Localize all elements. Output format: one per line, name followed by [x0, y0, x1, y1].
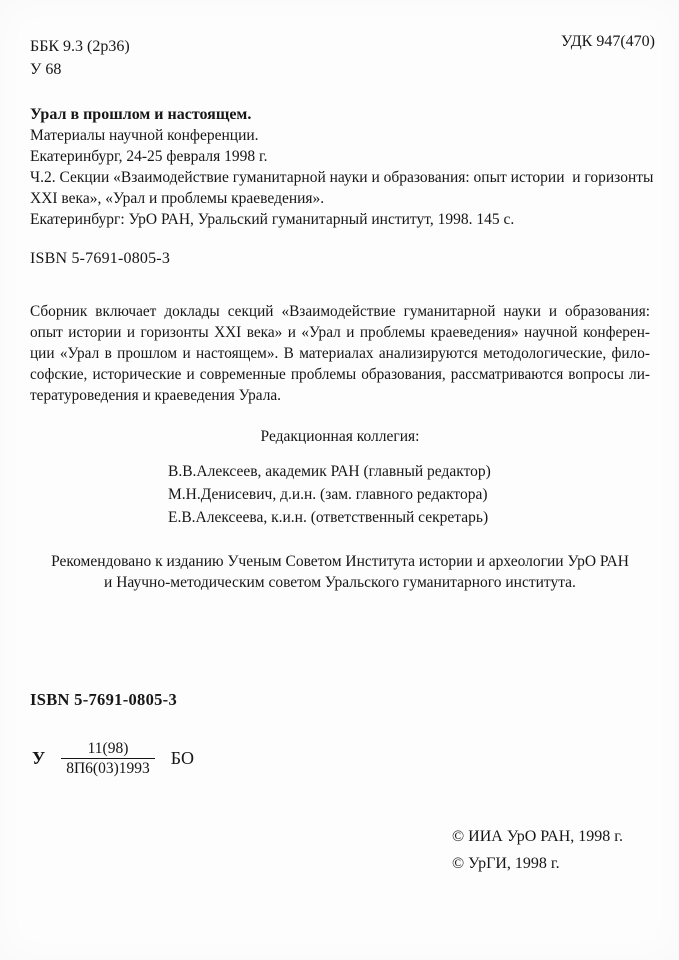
isbn-top: ISBN 5-7691-0805-3 [30, 250, 171, 267]
copyright-line: © ИИА УрО РАН, 1998 г. [452, 828, 624, 845]
author-sign: У 68 [30, 61, 62, 78]
editorial-board-heading: Редакционная коллегия: [260, 428, 420, 445]
subtitle-line: Материалы научной конференции. [30, 127, 259, 144]
classification-letter: У [32, 748, 46, 768]
recommendation-line: и Научно-методическим советом Уральского гуманитарного института. [104, 574, 576, 591]
bbk-block [30, 35, 130, 81]
classification-fraction [61, 740, 155, 777]
classification-formula [32, 740, 194, 777]
copyright-block [452, 823, 623, 877]
conference-date-line: Екатеринбург, 24-25 февраля 1998 г. [30, 148, 268, 165]
recommendation-line: Рекомендовано к изданию Ученым Советом Института истории и археологии УрО РАН [51, 553, 629, 570]
part-sections-line-1: Ч.2. Секции «Взаимодействие гуманитарной науки и образования: опыт истории и горизонты [30, 169, 654, 186]
imprint-line: Екатеринбург: УрО РАН, Уральский гуманитарный институт, 1998. 145 с. [30, 211, 515, 228]
book-title: Урал в прошлом и настоящем. [30, 106, 252, 123]
copyright-line: © УрГИ, 1998 г. [452, 855, 560, 872]
bbk-code: ББК 9.3 (2р36) [30, 38, 130, 55]
classification-suffix: БО [170, 748, 194, 768]
bibliographic-description [30, 104, 653, 230]
abstract-line: опыт истории и горизонты XXI века» и «Урал и проблемы краеведения» научной конферен- [30, 324, 650, 341]
isbn-bottom: ISBN 5-7691-0805-3 [30, 690, 178, 709]
editor-row: Е.В.Алексеева, к.и.н. (ответственный секретарь) [168, 509, 489, 526]
abstract-line: Сборник включает доклады секций «Взаимодействие гуманитарной науки и образования: [30, 303, 650, 320]
udk-code: УДК 947(470) [561, 33, 655, 50]
part-sections-line-2: XXI века», «Урал и проблемы краеведения». [30, 190, 325, 207]
fraction-denominator: 8П6(03)1993 [61, 758, 155, 777]
editor-row: В.В.Алексеев, академик РАН (главный редактор) [168, 463, 491, 480]
recommendation-note [30, 551, 650, 593]
editor-row: М.Н.Денисевич, д.и.н. (зам. главного редактора) [168, 486, 488, 503]
abstract-line: софские, исторические и современные проблемы образования, рассматриваются вопросы ли- [30, 366, 650, 383]
abstract-line: тературоведения и краеведения Урала. [30, 387, 281, 404]
abstract-line: ции «Урал в прошлом и настоящем». В материалах анализируются методологические, фило- [30, 345, 650, 362]
abstract-paragraph [30, 301, 650, 406]
fraction-numerator: 11(98) [87, 740, 129, 757]
editorial-board-members [168, 460, 491, 529]
